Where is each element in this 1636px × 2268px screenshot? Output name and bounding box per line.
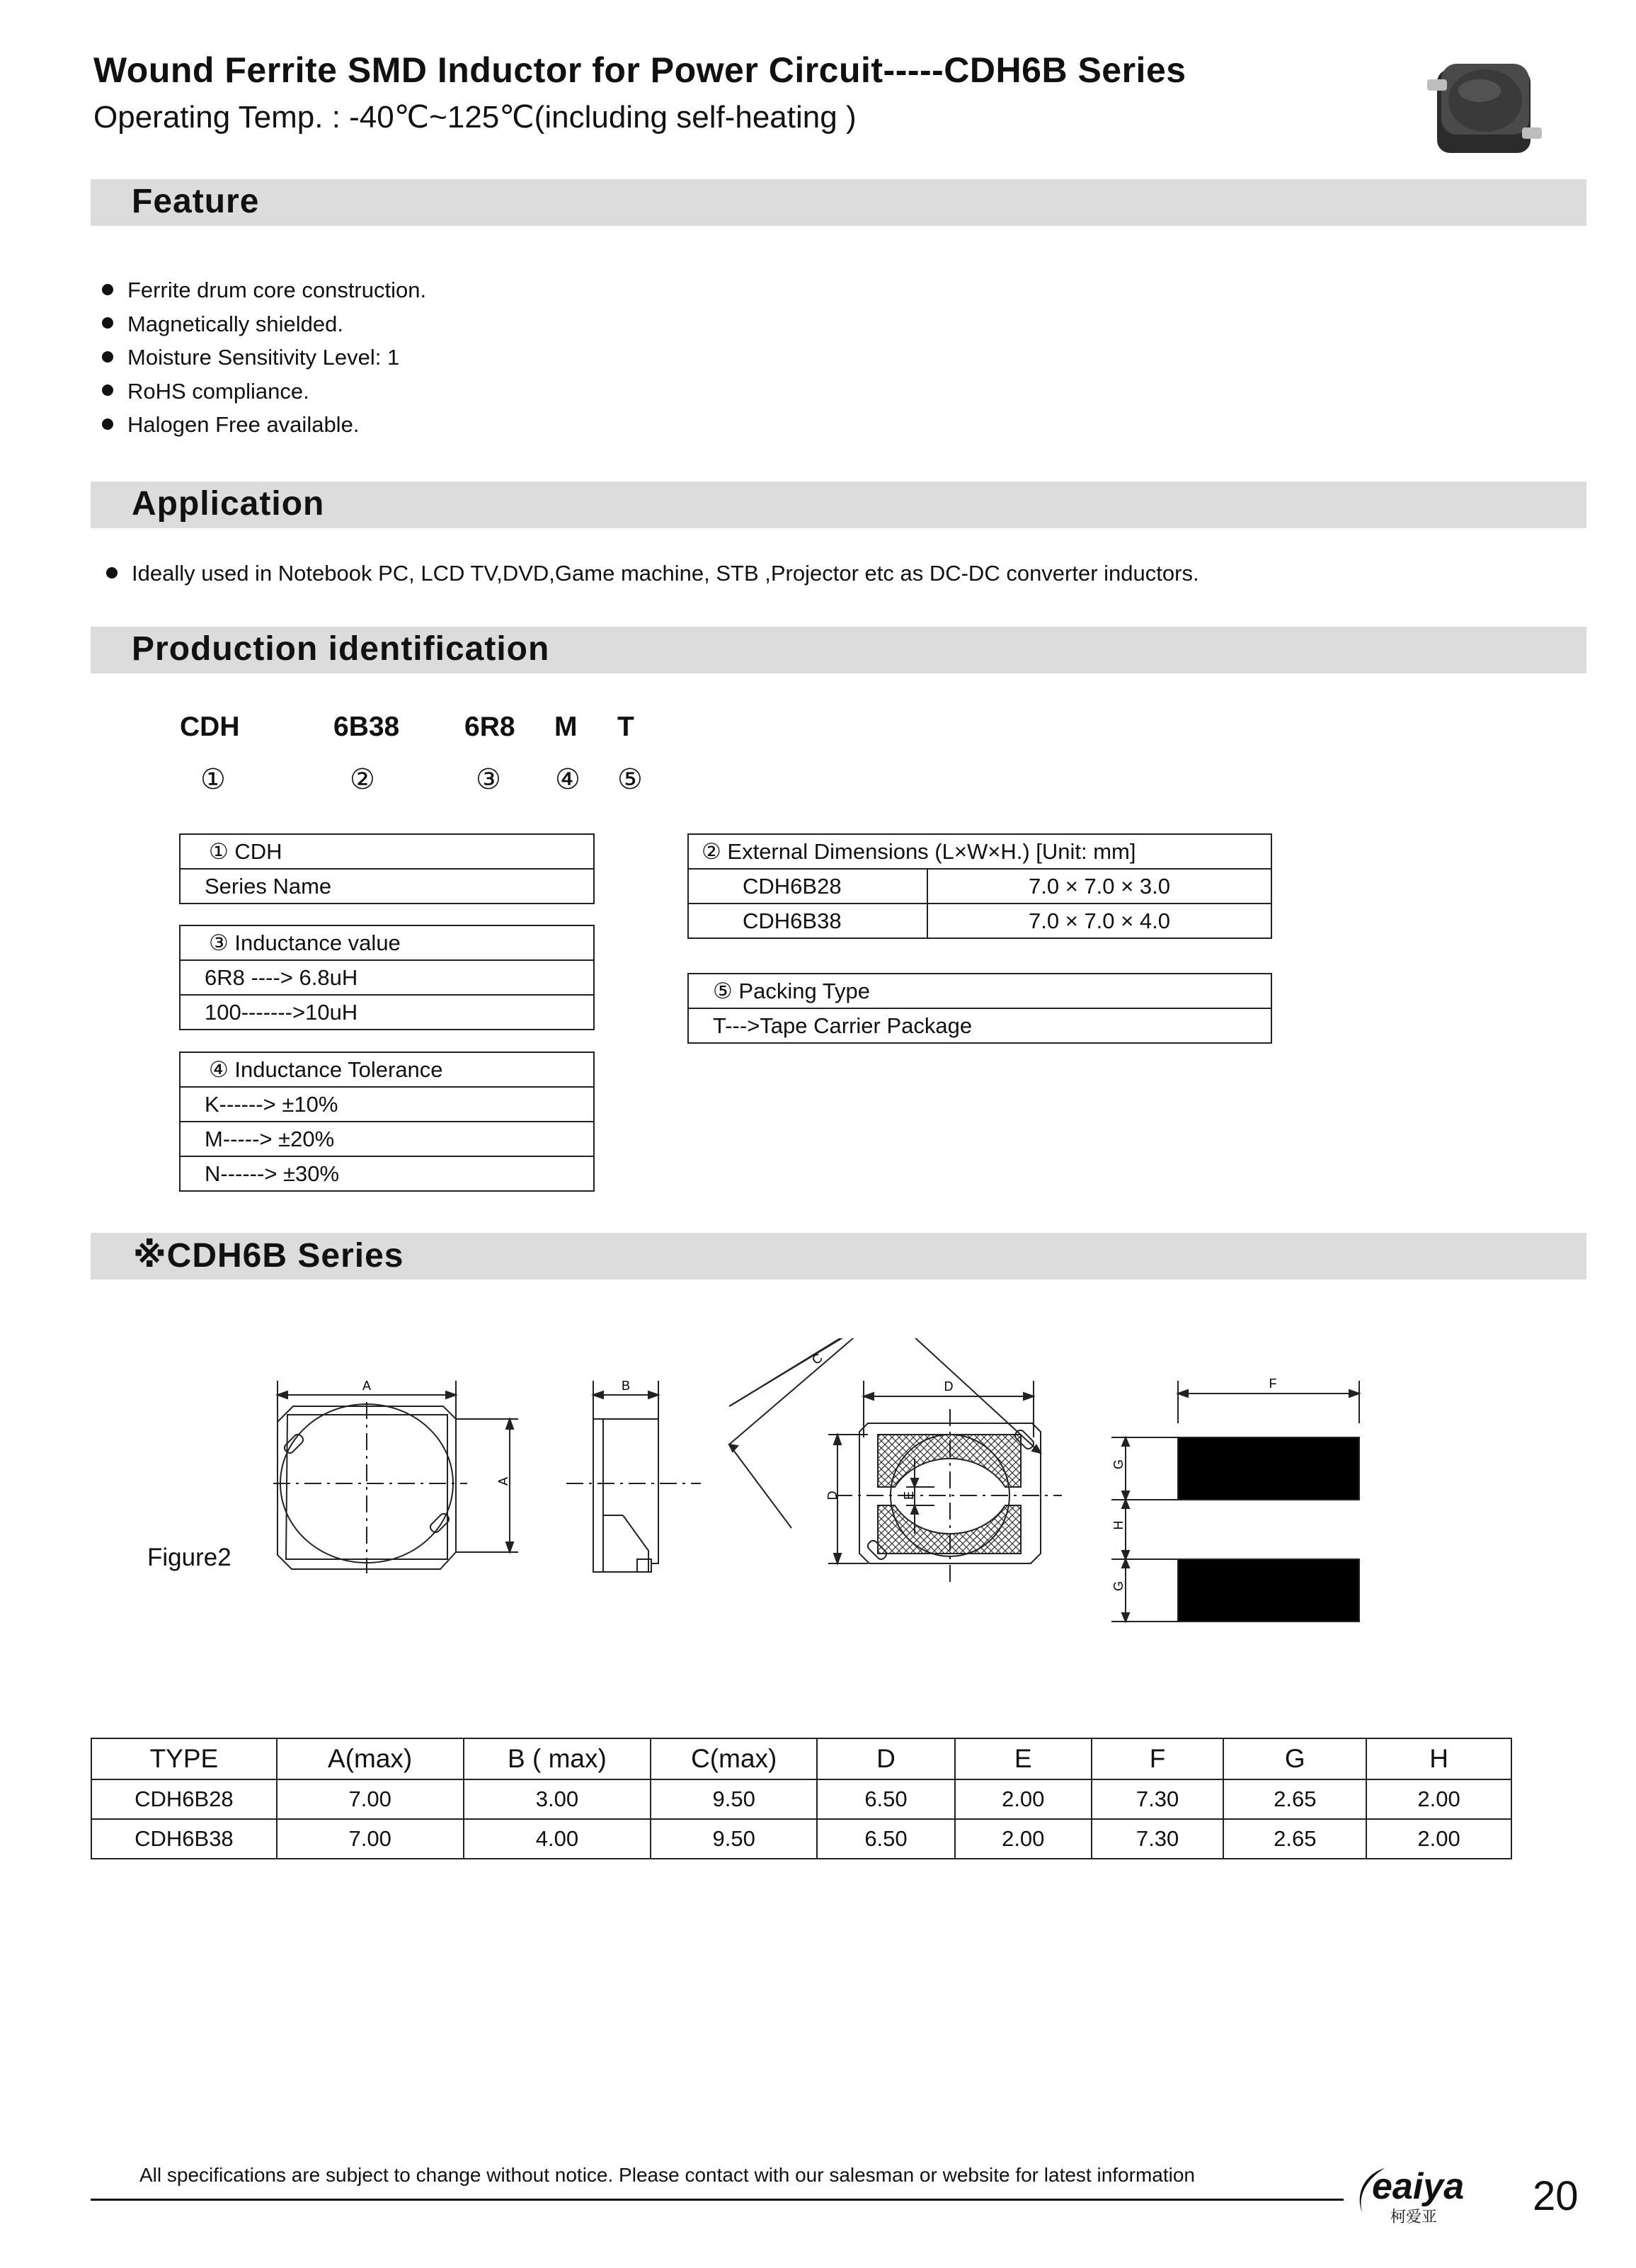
production-heading: Production identification <box>132 630 550 668</box>
tolerance-box-row: K------> ±10% <box>180 1087 594 1122</box>
inductor-photo <box>1423 50 1550 170</box>
spec-cell: 6.50 <box>817 1779 955 1819</box>
spec-cell: 7.30 <box>1092 1779 1224 1819</box>
page-number: 20 <box>1533 2173 1579 2219</box>
packing-box-title: ⑤ Packing Type <box>688 974 1271 1008</box>
spec-header: TYPE <box>91 1738 277 1779</box>
feature-list <box>102 273 426 442</box>
spec-cell: 2.00 <box>1366 1819 1511 1859</box>
feature-item: Ferrite drum core construction. <box>102 273 426 307</box>
part-number-5: ⑤ <box>617 764 643 795</box>
dimensions-model: CDH6B38 <box>688 904 927 938</box>
footer-notice: All specifications are subject to change without notice. Please contact with our salesman or website for latest information <box>139 2164 1195 2186</box>
spec-header: G <box>1223 1738 1366 1779</box>
top-view <box>273 1381 518 1573</box>
table-row <box>91 1779 1511 1819</box>
series-box-row: Series Name <box>180 869 594 904</box>
part-number-3: ③ <box>476 764 501 795</box>
bottom-view <box>725 1338 1062 1583</box>
spec-header: C(max) <box>651 1738 817 1779</box>
spec-cell: 4.00 <box>464 1819 651 1859</box>
dimension-drawing <box>269 1338 1402 1671</box>
tolerance-box <box>179 1052 595 1192</box>
spec-table <box>91 1738 1512 1859</box>
spec-header: A(max) <box>277 1738 464 1779</box>
dim-letter-c: C <box>808 1350 825 1368</box>
spec-header: D <box>817 1738 955 1779</box>
spec-header: H <box>1366 1738 1511 1779</box>
series-heading: ※CDH6B Series <box>133 1237 404 1275</box>
spec-header: B ( max) <box>464 1738 651 1779</box>
dimensions-box <box>687 833 1272 939</box>
dim-letter-g: G <box>1111 1459 1126 1470</box>
production-heading-band <box>91 627 1586 673</box>
part-number-2: ② <box>350 764 375 795</box>
dim-letter-d: D <box>944 1379 954 1394</box>
tolerance-box-row: M-----> ±20% <box>180 1122 594 1156</box>
tolerance-box-title: ④ Inductance Tolerance <box>180 1052 594 1087</box>
inductance-value-box <box>179 925 595 1030</box>
spec-cell: 9.50 <box>651 1819 817 1859</box>
dimensions-model: CDH6B28 <box>688 869 927 904</box>
spec-cell: 9.50 <box>651 1779 817 1819</box>
bullet-icon <box>102 384 113 396</box>
spec-cell: 2.00 <box>955 1819 1092 1859</box>
dimensions-value: 7.0 × 7.0 × 3.0 <box>927 869 1271 904</box>
bullet-icon <box>102 317 113 329</box>
dim-letter-a: A <box>362 1379 372 1393</box>
application-item: Ideally used in Notebook PC, LCD TV,DVD,Game machine, STB ,Projector etc as DC-DC converter inductors. <box>106 557 1199 591</box>
packing-box-row: T--->Tape Carrier Package <box>688 1008 1271 1043</box>
footer-divider <box>91 2199 1344 2201</box>
brand-name: eaiya <box>1372 2166 1465 2207</box>
application-list <box>106 557 1199 591</box>
inductance-box-row: 6R8 ----> 6.8uH <box>180 960 594 995</box>
series-name-box <box>179 833 595 904</box>
code-part-dimension: 6B38 <box>333 712 400 742</box>
dim-letter-g: G <box>1111 1580 1126 1592</box>
spec-cell: 7.00 <box>277 1779 464 1819</box>
spec-cell: 2.65 <box>1223 1819 1366 1859</box>
code-part-tolerance: M <box>554 712 578 742</box>
spec-cell: 7.00 <box>277 1819 464 1859</box>
feature-heading-band <box>91 179 1586 226</box>
spec-cell: 6.50 <box>817 1819 955 1859</box>
brand-logo <box>1351 2160 1506 2226</box>
bullet-icon <box>102 418 113 430</box>
feature-item: Halogen Free available. <box>102 408 426 442</box>
inductance-box-row: 100------->10uH <box>180 995 594 1030</box>
application-heading-band <box>91 481 1586 528</box>
page-title: Wound Ferrite SMD Inductor for Power Circuit-----CDH6B Series <box>93 50 1186 90</box>
land-pattern-view <box>1111 1381 1359 1622</box>
page-subtitle: Operating Temp. : -40℃~125℃(including self-heating ) <box>93 100 857 135</box>
code-part-series: CDH <box>180 712 240 742</box>
spec-cell: CDH6B38 <box>91 1819 277 1859</box>
feature-item: Moisture Sensitivity Level: 1 <box>102 341 426 375</box>
feature-item: RoHS compliance. <box>102 375 426 409</box>
spec-header: E <box>955 1738 1092 1779</box>
bullet-icon <box>106 567 118 579</box>
series-box-title: ① CDH <box>180 834 594 869</box>
inductance-box-title: ③ Inductance value <box>180 925 594 960</box>
spec-cell: 2.65 <box>1223 1779 1366 1819</box>
dim-letter-a: A <box>496 1476 510 1486</box>
spec-cell: CDH6B28 <box>91 1779 277 1819</box>
part-number-1: ① <box>200 764 226 795</box>
spec-table-header-row <box>91 1738 1511 1779</box>
dimensions-box-title: ② External Dimensions (L×W×H.) [Unit: mm] <box>688 834 1271 869</box>
dim-letter-f: F <box>1269 1377 1277 1391</box>
spec-cell: 2.00 <box>1366 1779 1511 1819</box>
application-heading: Application <box>132 485 325 523</box>
feature-item: Magnetically shielded. <box>102 307 426 341</box>
brand-chinese: 柯爱亚 <box>1390 2209 1438 2226</box>
dim-letter-h: H <box>1111 1520 1126 1530</box>
bullet-icon <box>102 351 113 363</box>
bullet-icon <box>102 284 113 295</box>
code-part-packing: T <box>617 712 634 742</box>
feature-heading: Feature <box>132 183 260 220</box>
tolerance-box-row: N------> ±30% <box>180 1156 594 1191</box>
spec-cell: 7.30 <box>1092 1819 1224 1859</box>
dim-letter-e: E <box>902 1491 916 1500</box>
dimensions-value: 7.0 × 7.0 × 4.0 <box>927 904 1271 938</box>
series-heading-band <box>91 1233 1586 1280</box>
dim-letter-b: B <box>621 1379 631 1393</box>
side-view <box>566 1381 701 1572</box>
dim-letter-d: D <box>825 1491 840 1500</box>
part-number-4: ④ <box>555 764 580 795</box>
spec-cell: 2.00 <box>955 1779 1092 1819</box>
packing-type-box <box>687 973 1272 1044</box>
code-part-inductance: 6R8 <box>464 712 515 742</box>
spec-cell: 3.00 <box>464 1779 651 1819</box>
figure-label: Figure2 <box>147 1544 231 1571</box>
spec-header: F <box>1092 1738 1224 1779</box>
table-row <box>91 1819 1511 1859</box>
